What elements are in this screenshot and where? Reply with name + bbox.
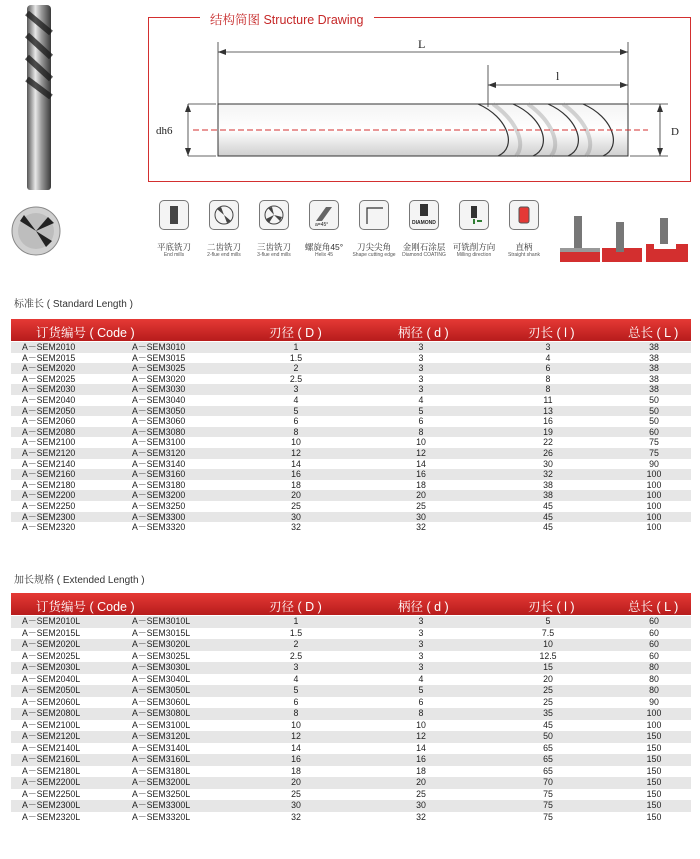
cell-code-a: A－SEM2120 [22, 448, 76, 458]
end-mill-photo [22, 5, 56, 190]
cell-total-length: 150 [646, 811, 662, 822]
cell-blade-diameter: 1.5 [289, 352, 303, 363]
standard-table-body [11, 342, 691, 533]
cell-code-b: A－SEM3140L [132, 742, 191, 753]
table-row [11, 363, 691, 374]
cell-total-length: 150 [646, 754, 662, 764]
cell-shank-diameter: 25 [416, 788, 426, 799]
cell-total-length: 38 [649, 384, 659, 395]
cell-blade-length: 26 [543, 448, 553, 458]
cell-code-a: A－SEM2040L [22, 673, 81, 684]
table-row [11, 501, 691, 512]
cell-code-a: A－SEM2320 [22, 522, 76, 533]
cell-code-b: A－SEM3025 [132, 363, 186, 374]
cell-code-a: A－SEM2160L [22, 754, 81, 764]
cell-code-a: A－SEM2020L [22, 639, 81, 649]
header-total-length: 总长 ( L ) [628, 326, 679, 340]
cell-shank-diameter: 8 [418, 708, 424, 718]
cell-shank-diameter: 3 [418, 373, 424, 384]
cell-blade-length: 8 [545, 384, 551, 395]
cell-code-a: A－SEM2140L [22, 742, 81, 753]
table-row [11, 437, 691, 448]
cell-code-a: A－SEM2010L [22, 616, 81, 626]
cell-shank-diameter: 3 [418, 639, 424, 649]
cell-blade-diameter: 32 [291, 811, 301, 822]
table-row [11, 697, 691, 709]
cell-blade-diameter: 1 [293, 616, 299, 626]
cell-blade-diameter: 6 [293, 696, 299, 707]
cell-code-b: A－SEM3060 [132, 416, 186, 427]
cell-total-length: 38 [649, 352, 659, 363]
cell-code-b: A－SEM3120L [132, 731, 191, 741]
cell-blade-diameter: 8 [293, 708, 299, 718]
feature-helix: a=45° 螺旋角45° Helix 45 [298, 200, 350, 259]
cell-blade-diameter: 30 [291, 511, 301, 522]
cell-code-a: A－SEM2050L [22, 685, 81, 695]
cell-code-a: A－SEM2140 [22, 458, 76, 469]
cell-blade-diameter: 12 [291, 731, 301, 741]
table-row [11, 406, 691, 417]
cell-code-b: A－SEM3300 [132, 511, 186, 522]
cell-blade-length: 19 [543, 426, 553, 437]
cell-code-a: A－SEM2320L [22, 811, 81, 822]
cell-blade-diameter: 20 [291, 777, 301, 787]
cell-blade-length: 45 [543, 501, 553, 511]
table-row [11, 628, 691, 640]
cell-shank-diameter: 30 [416, 511, 426, 522]
cell-code-b: A－SEM3010L [132, 616, 191, 626]
milling-direction-icon [459, 200, 489, 230]
cell-code-a: A－SEM2025L [22, 650, 81, 661]
standard-section-title: 标准长 ( Standard Length ) [14, 299, 133, 310]
cell-shank-diameter: 3 [418, 384, 424, 395]
cell-blade-diameter: 12 [291, 448, 301, 458]
cell-code-a: A－SEM2200L [22, 777, 81, 787]
cell-code-b: A－SEM3320 [132, 522, 186, 533]
cell-blade-diameter: 14 [291, 742, 301, 753]
cell-blade-diameter: 14 [291, 458, 301, 469]
cell-code-b: A－SEM3080L [132, 708, 191, 718]
cell-code-b: A－SEM3050 [132, 405, 186, 416]
table-row [11, 374, 691, 385]
cell-blade-length: 75 [543, 788, 553, 799]
cell-code-a: A－SEM2030 [22, 384, 76, 395]
cell-total-length: 100 [646, 719, 662, 730]
end-mill-tip-photo [8, 203, 64, 259]
milling-application-diagrams [556, 208, 691, 266]
cell-blade-diameter: 10 [291, 437, 301, 448]
cell-shank-diameter: 18 [416, 765, 426, 776]
cell-code-a: A－SEM2100L [22, 719, 81, 730]
cell-blade-length: 5 [545, 616, 551, 626]
cell-blade-diameter: 1.5 [289, 627, 303, 638]
header-total-length: 总长 ( L ) [628, 600, 679, 614]
cell-total-length: 150 [646, 788, 662, 799]
cell-blade-length: 75 [543, 811, 553, 822]
cell-code-a: A－SEM2100 [22, 437, 76, 448]
cell-blade-diameter: 20 [291, 490, 301, 501]
cell-code-a: A－SEM2080 [22, 426, 76, 437]
cell-total-length: 50 [649, 395, 659, 405]
cell-code-a: A－SEM2120L [22, 731, 81, 741]
cell-code-a: A－SEM2060L [22, 696, 81, 707]
table-row [11, 731, 691, 743]
table-row [11, 522, 691, 533]
cell-blade-length: 65 [543, 742, 553, 753]
cell-blade-diameter: 18 [291, 479, 301, 490]
cell-code-a: A－SEM2015L [22, 627, 81, 638]
cell-code-b: A－SEM3040 [132, 395, 186, 405]
cell-shank-diameter: 16 [416, 754, 426, 764]
table-row [11, 427, 691, 438]
cell-code-a: A－SEM2080L [22, 708, 81, 718]
cell-code-a: A－SEM2060 [22, 416, 76, 427]
feature-sharp-corner: 刀尖尖角 Shape cutting edge [348, 200, 400, 259]
cell-total-length: 60 [649, 650, 659, 661]
cell-shank-diameter: 3 [418, 662, 424, 672]
cell-blade-length: 35 [543, 708, 553, 718]
standard-table-header [11, 319, 691, 341]
cell-shank-diameter: 14 [416, 742, 426, 753]
table-row [11, 720, 691, 732]
cell-total-length: 80 [649, 685, 659, 695]
cell-code-b: A－SEM3100L [132, 719, 191, 730]
cell-code-a: A－SEM2160 [22, 469, 76, 480]
helix-icon [309, 200, 339, 230]
cell-shank-diameter: 4 [418, 395, 424, 405]
cell-code-b: A－SEM3080 [132, 426, 186, 437]
header-blade-length: 刃长 ( l ) [528, 600, 575, 614]
cell-total-length: 150 [646, 742, 662, 753]
cell-total-length: 90 [649, 696, 659, 707]
cell-total-length: 80 [649, 673, 659, 684]
table-row [11, 800, 691, 812]
cell-blade-length: 15 [543, 662, 553, 672]
cell-blade-length: 45 [543, 511, 553, 522]
table-row [11, 639, 691, 651]
table-row [11, 469, 691, 480]
cell-shank-diameter: 10 [416, 437, 426, 448]
cell-total-length: 38 [649, 373, 659, 384]
cell-code-b: A－SEM3120 [132, 448, 186, 458]
cell-shank-diameter: 12 [416, 448, 426, 458]
cell-total-length: 100 [646, 708, 662, 718]
cell-blade-diameter: 16 [291, 754, 301, 764]
table-row [11, 662, 691, 674]
cell-blade-length: 75 [543, 800, 553, 810]
cell-total-length: 75 [649, 437, 659, 448]
cell-shank-diameter: 3 [418, 352, 424, 363]
table-row [11, 812, 691, 824]
table-row [11, 616, 691, 628]
cell-shank-diameter: 10 [416, 719, 426, 730]
cell-total-length: 100 [646, 511, 662, 522]
cell-blade-length: 38 [543, 479, 553, 490]
cell-code-b: A－SEM3320L [132, 811, 191, 822]
table-row [11, 395, 691, 406]
cell-total-length: 60 [649, 627, 659, 638]
cell-blade-length: 16 [543, 416, 553, 427]
table-row [11, 353, 691, 364]
cell-total-length: 150 [646, 800, 662, 810]
cell-code-a: A－SEM2300 [22, 511, 76, 522]
cell-blade-length: 4 [545, 352, 551, 363]
header-shank-diameter: 柄径 ( d ) [398, 600, 449, 614]
table-row [11, 685, 691, 697]
cell-total-length: 80 [649, 662, 659, 672]
cell-code-a: A－SEM2015 [22, 352, 76, 363]
feature-milling-direction: 可铣削方向 Milling direction [448, 200, 500, 259]
cell-code-a: A－SEM2030L [22, 662, 81, 672]
cell-blade-diameter: 16 [291, 469, 301, 480]
cell-blade-diameter: 6 [293, 416, 299, 427]
cell-blade-diameter: 18 [291, 765, 301, 776]
cell-total-length: 60 [649, 616, 659, 626]
cell-total-length: 60 [649, 639, 659, 649]
cell-code-b: A－SEM3060L [132, 696, 191, 707]
sharp-corner-icon [359, 200, 389, 230]
cell-code-a: A－SEM2180L [22, 765, 81, 776]
cell-blade-diameter: 30 [291, 800, 301, 810]
cell-code-b: A－SEM3030L [132, 662, 191, 672]
cell-shank-diameter: 4 [418, 673, 424, 684]
cell-code-b: A－SEM3020L [132, 639, 191, 649]
cell-shank-diameter: 3 [418, 363, 424, 374]
table-row [11, 384, 691, 395]
cell-code-a: A－SEM2020 [22, 363, 76, 374]
cell-shank-diameter: 25 [416, 501, 426, 511]
table-row [11, 651, 691, 663]
cell-blade-diameter: 25 [291, 501, 301, 511]
cell-code-b: A－SEM3010 [132, 342, 186, 352]
svg-text:a=45°: a=45° [315, 222, 329, 227]
table-row [11, 490, 691, 501]
feature-end-mill: 平底铣刀 End mills [148, 200, 200, 259]
feature-diamond-coating: DIAMOND 金刚石涂层 Diamond COATING [398, 200, 450, 259]
cell-blade-length: 13 [543, 405, 553, 416]
table-row [11, 448, 691, 459]
cell-shank-diameter: 8 [418, 426, 424, 437]
cell-code-a: A－SEM2050 [22, 405, 76, 416]
cell-blade-diameter: 5 [293, 405, 299, 416]
three-flute-icon [259, 200, 289, 230]
cell-code-b: A－SEM3200L [132, 777, 191, 787]
feature-icons [148, 200, 548, 270]
table-row [11, 512, 691, 523]
feature-straight-shank: 直柄 Straight shank [498, 200, 550, 259]
cell-total-length: 38 [649, 363, 659, 374]
cell-shank-diameter: 32 [416, 811, 426, 822]
cell-code-a: A－SEM2200 [22, 490, 76, 501]
cell-code-b: A－SEM3015L [132, 627, 191, 638]
cell-shank-diameter: 3 [418, 342, 424, 352]
table-row [11, 416, 691, 427]
cell-shank-diameter: 5 [418, 405, 424, 416]
dim-l-label: l [556, 69, 560, 83]
header-blade-length: 刃长 ( l ) [528, 326, 575, 340]
table-row [11, 480, 691, 491]
table-row [11, 743, 691, 755]
table-row [11, 342, 691, 353]
cell-total-length: 100 [646, 490, 662, 501]
cell-code-a: A－SEM2180 [22, 479, 76, 490]
cell-blade-diameter: 2 [293, 363, 299, 374]
table-row [11, 789, 691, 801]
cell-code-a: A－SEM2025 [22, 373, 76, 384]
cell-total-length: 100 [646, 501, 662, 511]
two-flute-icon [209, 200, 239, 230]
cell-blade-length: 32 [543, 469, 553, 480]
extended-table-header [11, 593, 691, 615]
cell-code-a: A－SEM2300L [22, 800, 81, 810]
cell-total-length: 50 [649, 416, 659, 427]
structure-drawing-title: 结构简图 Structure Drawing [200, 10, 374, 28]
cell-blade-diameter: 10 [291, 719, 301, 730]
svg-text:DIAMOND: DIAMOND [412, 220, 436, 226]
cell-blade-length: 45 [543, 522, 553, 533]
cell-shank-diameter: 5 [418, 685, 424, 695]
cell-blade-diameter: 2 [293, 639, 299, 649]
cell-blade-diameter: 1 [293, 342, 299, 352]
cell-shank-diameter: 12 [416, 731, 426, 741]
cell-total-length: 100 [646, 469, 662, 480]
feature-three-flute: 三齿铣刀 3-flue end mills [248, 200, 300, 259]
table-row [11, 459, 691, 470]
cell-blade-diameter: 8 [293, 426, 299, 437]
header-code: 订货编号 ( Code ) [36, 600, 135, 614]
cell-shank-diameter: 6 [418, 696, 424, 707]
cell-blade-diameter: 2.5 [289, 373, 303, 384]
cell-code-a: A－SEM2010 [22, 342, 76, 352]
cell-code-b: A－SEM3140 [132, 458, 186, 469]
cell-total-length: 75 [649, 448, 659, 458]
header-blade-diameter: 刃径 ( D ) [269, 326, 322, 340]
cell-shank-diameter: 3 [418, 627, 424, 638]
cell-total-length: 60 [649, 426, 659, 437]
cell-blade-length: 12.5 [539, 650, 557, 661]
cell-code-a: A－SEM2250 [22, 501, 76, 511]
cell-code-b: A－SEM3020 [132, 373, 186, 384]
cell-blade-length: 65 [543, 765, 553, 776]
cell-code-a: A－SEM2040 [22, 395, 76, 405]
cell-shank-diameter: 18 [416, 479, 426, 490]
cell-blade-length: 8 [545, 373, 551, 384]
header-blade-diameter: 刃径 ( D ) [269, 600, 322, 614]
cell-blade-length: 25 [543, 696, 553, 707]
cell-blade-diameter: 32 [291, 522, 301, 533]
cell-code-b: A－SEM3180L [132, 765, 191, 776]
cell-total-length: 100 [646, 479, 662, 490]
cell-total-length: 150 [646, 765, 662, 776]
cell-shank-diameter: 3 [418, 616, 424, 626]
cell-code-b: A－SEM3050L [132, 685, 191, 695]
extended-section-title: 加长规格 ( Extended Length ) [14, 575, 145, 586]
diamond-coating-icon [409, 200, 439, 230]
table-row [11, 708, 691, 720]
cell-code-b: A－SEM3015 [132, 352, 186, 363]
table-row [11, 754, 691, 766]
dim-L-label: L [418, 37, 426, 51]
cell-code-b: A－SEM3200 [132, 490, 186, 501]
cell-blade-length: 25 [543, 685, 553, 695]
cell-code-b: A－SEM3160L [132, 754, 191, 764]
header-shank-diameter: 柄径 ( d ) [398, 326, 449, 340]
cell-blade-diameter: 2.5 [289, 650, 303, 661]
cell-blade-diameter: 25 [291, 788, 301, 799]
cell-blade-length: 65 [543, 754, 553, 764]
cell-blade-length: 11 [543, 395, 553, 405]
cell-code-b: A－SEM3250 [132, 501, 186, 511]
feature-two-flute: 二齿铣刀 2-flue end mills [198, 200, 250, 259]
cell-blade-length: 45 [543, 719, 553, 730]
cell-code-a: A－SEM2250L [22, 788, 81, 799]
cell-total-length: 150 [646, 777, 662, 787]
cell-shank-diameter: 30 [416, 800, 426, 810]
cell-blade-diameter: 3 [293, 662, 299, 672]
straight-shank-icon [509, 200, 539, 230]
structure-drawing [148, 17, 691, 182]
cell-shank-diameter: 6 [418, 416, 424, 427]
cell-blade-length: 38 [543, 490, 553, 501]
cell-shank-diameter: 3 [418, 650, 424, 661]
flat-end-icon [159, 200, 189, 230]
cell-code-b: A－SEM3160 [132, 469, 186, 480]
cell-blade-length: 20 [543, 673, 553, 684]
cell-code-b: A－SEM3250L [132, 788, 191, 799]
cell-blade-diameter: 4 [293, 395, 299, 405]
cell-code-b: A－SEM3300L [132, 800, 191, 810]
cell-blade-length: 70 [543, 777, 553, 787]
cell-code-b: A－SEM3025L [132, 650, 191, 661]
header-code: 订货编号 ( Code ) [36, 326, 135, 340]
table-row [11, 766, 691, 778]
cell-blade-length: 3 [545, 342, 551, 352]
cell-blade-diameter: 3 [293, 384, 299, 395]
cell-total-length: 150 [646, 731, 662, 741]
cell-shank-diameter: 14 [416, 458, 426, 469]
extended-table-body [11, 616, 691, 824]
cell-blade-diameter: 4 [293, 673, 299, 684]
cell-blade-length: 10 [543, 639, 553, 649]
cell-code-b: A－SEM3180 [132, 479, 186, 490]
cell-shank-diameter: 20 [416, 490, 426, 501]
table-row [11, 674, 691, 686]
cell-code-b: A－SEM3100 [132, 437, 186, 448]
cell-blade-length: 22 [543, 437, 553, 448]
cell-total-length: 100 [646, 522, 662, 533]
cell-blade-length: 7.5 [541, 627, 555, 638]
dim-dh6-label: dh6 [156, 125, 173, 137]
cell-blade-length: 6 [545, 363, 551, 374]
cell-blade-length: 30 [543, 458, 553, 469]
cell-code-b: A－SEM3040L [132, 673, 191, 684]
cell-total-length: 38 [649, 342, 659, 352]
cell-blade-diameter: 5 [293, 685, 299, 695]
cell-shank-diameter: 32 [416, 522, 426, 533]
cell-shank-diameter: 16 [416, 469, 426, 480]
dim-D-label: D [671, 126, 679, 138]
cell-code-b: A－SEM3030 [132, 384, 186, 395]
cell-shank-diameter: 20 [416, 777, 426, 787]
cell-total-length: 90 [649, 458, 659, 469]
table-row [11, 777, 691, 789]
cell-blade-length: 50 [543, 731, 553, 741]
cell-total-length: 50 [649, 405, 659, 416]
